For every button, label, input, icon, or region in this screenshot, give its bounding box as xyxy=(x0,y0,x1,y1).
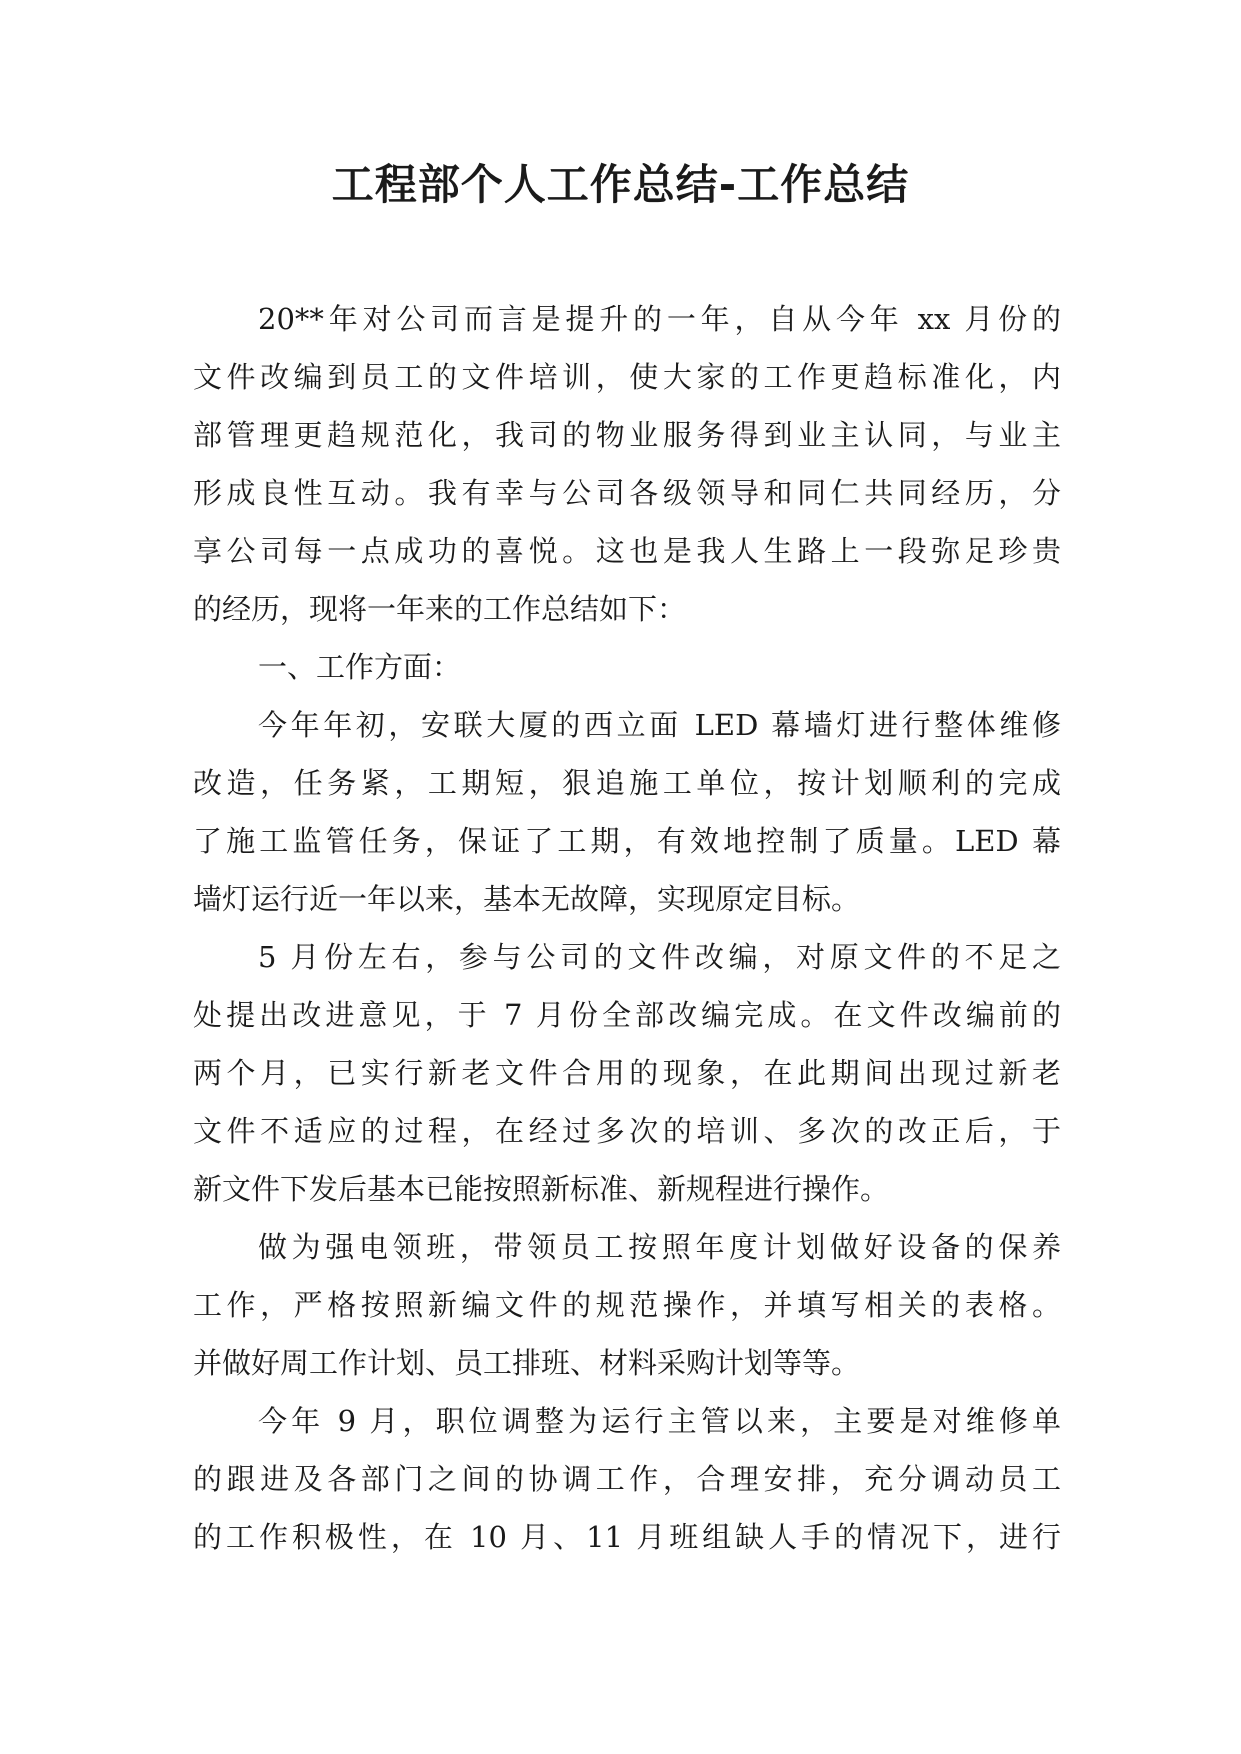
paragraph-revision-line-3: 两个月，已实行新老文件合用的现象，在此期间出现过新老 xyxy=(193,1056,1061,1090)
document-body xyxy=(193,290,1061,1566)
paragraph-foreman-line-1: 做为强电领班，带领员工按照年度计划做好设备的保养 xyxy=(258,1230,1061,1264)
paragraph-foreman-line-3: 并做好周工作计划、员工排班、材料采购计划等等。 xyxy=(193,1346,861,1380)
paragraph-led-line-1: 今年年初，安联大厦的西立面 LED 幕墙灯进行整体维修 xyxy=(258,708,1061,742)
paragraph-intro-line-6: 的经历，现将一年来的工作总结如下： xyxy=(193,592,687,626)
paragraph-intro-line-2: 文件改编到员工的文件培训，使大家的工作更趋标准化，内 xyxy=(193,360,1061,394)
paragraph-intro-line-4: 形成良性互动。我有幸与公司各级领导和同仁共同经历，分 xyxy=(193,476,1061,510)
paragraph-supervisor-line-1: 今年 9 月，职位调整为运行主管以来，主要是对维修单 xyxy=(258,1404,1061,1438)
paragraph-revision-line-5: 新文件下发后基本已能按照新标准、新规程进行操作。 xyxy=(193,1172,890,1206)
paragraph-foreman-line-2: 工作，严格按照新编文件的规范操作，并填写相关的表格。 xyxy=(193,1288,1061,1322)
section-heading-work: 一、工作方面： xyxy=(258,650,462,684)
document-title: 工程部个人工作总结-工作总结 xyxy=(331,160,910,209)
paragraph-revision-line-1: 5 月份左右，参与公司的文件改编，对原文件的不足之 xyxy=(258,940,1061,974)
paragraph-revision-line-2: 处提出改进意见，于 7 月份全部改编完成。在文件改编前的 xyxy=(193,998,1061,1032)
paragraph-led-line-4: 墙灯运行近一年以来，基本无故障，实现原定目标。 xyxy=(193,882,861,916)
paragraph-intro-line-1: 20**年对公司而言是提升的一年，自从今年 xx 月份的 xyxy=(258,302,1061,336)
paragraph-led-line-3: 了施工监管任务，保证了工期，有效地控制了质量。LED 幕 xyxy=(193,824,1061,858)
paragraph-intro-line-5: 享公司每一点成功的喜悦。这也是我人生路上一段弥足珍贵 xyxy=(193,534,1061,568)
paragraph-supervisor-line-2: 的跟进及各部门之间的协调工作，合理安排，充分调动员工 xyxy=(193,1462,1061,1496)
paragraph-led-line-2: 改造，任务紧，工期短，狠追施工单位，按计划顺利的完成 xyxy=(193,766,1061,800)
paragraph-supervisor-line-3: 的工作积极性，在 10 月、11 月班组缺人手的情况下，进行 xyxy=(193,1520,1061,1554)
paragraph-revision-line-4: 文件不适应的过程，在经过多次的培训、多次的改正后，于 xyxy=(193,1114,1061,1148)
paragraph-intro-line-3: 部管理更趋规范化，我司的物业服务得到业主认同，与业主 xyxy=(193,418,1061,452)
